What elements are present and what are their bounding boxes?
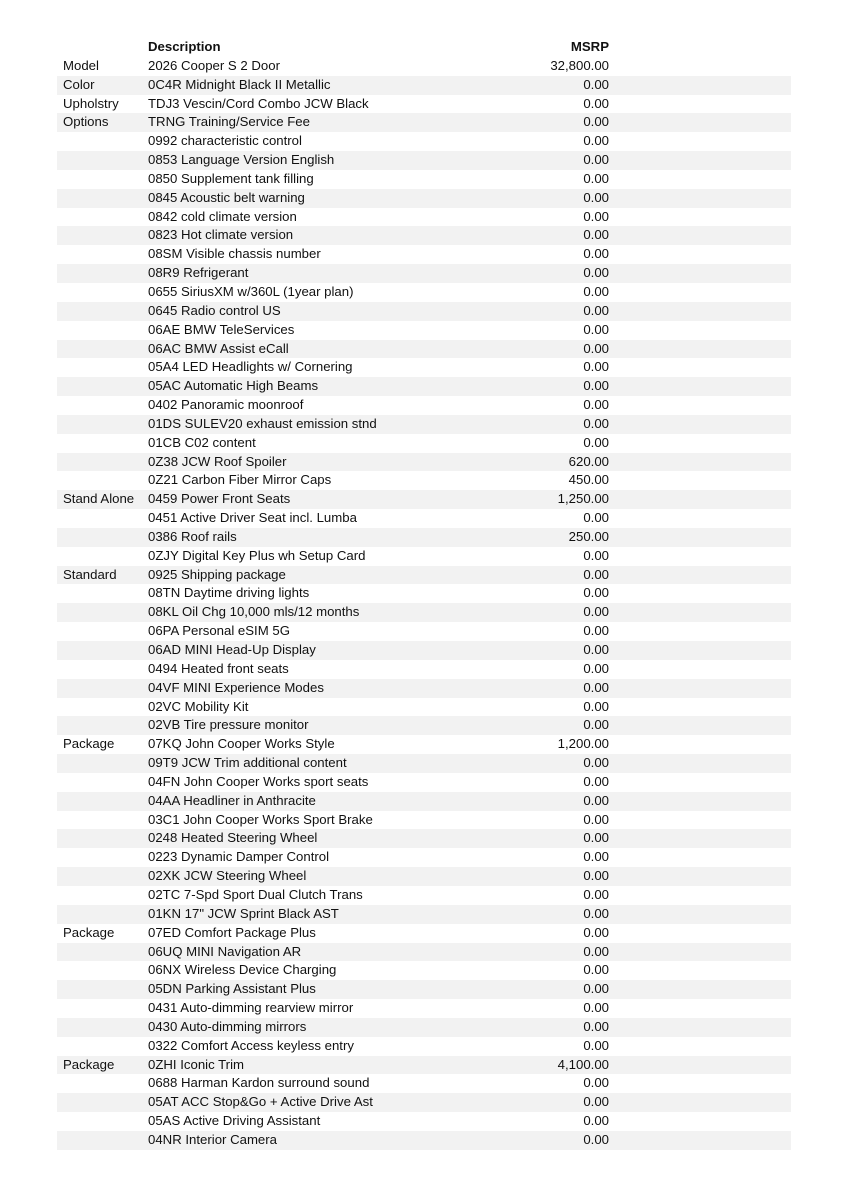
msrp-cell: 32,800.00 (550, 57, 609, 73)
description-cell: 06AE BMW TeleServices (148, 321, 295, 337)
table-row (57, 528, 791, 547)
description-cell: 0223 Dynamic Damper Control (148, 849, 330, 865)
description-cell: 0430 Auto-dimming mirrors (148, 1018, 307, 1034)
description-cell: 08R9 Refrigerant (148, 265, 249, 281)
table-row (57, 208, 791, 227)
table-row (57, 490, 791, 509)
msrp-cell: 0.00 (583, 283, 609, 299)
msrp-cell: 0.00 (583, 773, 609, 789)
table-row (57, 679, 791, 698)
description-cell: TRNG Training/Service Fee (148, 114, 310, 130)
msrp-cell: 0.00 (583, 905, 609, 921)
table-row (57, 641, 791, 660)
description-cell: 2026 Cooper S 2 Door (148, 57, 280, 73)
table-row (57, 415, 791, 434)
description-cell: 02XK JCW Steering Wheel (148, 868, 307, 884)
msrp-cell: 0.00 (583, 1000, 609, 1016)
msrp-cell: 0.00 (583, 321, 609, 337)
msrp-cell: 0.00 (583, 981, 609, 997)
description-cell: 06NX Wireless Device Charging (148, 962, 337, 978)
category-cell: Package (63, 924, 115, 940)
table-row (57, 848, 791, 867)
description-cell: 0248 Heated Steering Wheel (148, 830, 318, 846)
category-cell: Standard (63, 566, 117, 582)
table-row (57, 264, 791, 283)
msrp-cell: 0.00 (583, 642, 609, 657)
msrp-cell: 0.00 (583, 302, 609, 318)
table-row (57, 961, 791, 980)
msrp-cell: 0.00 (583, 717, 609, 733)
msrp-cell: 0.00 (583, 623, 609, 639)
table-row (57, 396, 791, 415)
table-row (57, 170, 791, 189)
category-cell: Stand Alone (63, 491, 135, 507)
msrp-column-header: MSRP (570, 39, 609, 54)
description-cell: 04AA Headliner in Anthracite (148, 792, 316, 808)
msrp-cell: 0.00 (583, 943, 609, 959)
description-cell: 05AC Automatic High Beams (148, 378, 319, 394)
description-cell: 0645 Radio control US (148, 302, 281, 318)
description-cell: 08KL Oil Chg 10,000 mls/12 months (148, 604, 360, 620)
description-cell: 0850 Supplement tank filling (148, 170, 314, 186)
table-row (57, 1093, 791, 1112)
table-row (57, 151, 791, 170)
table-row (57, 603, 791, 622)
table-row (57, 566, 791, 585)
table-row (57, 754, 791, 773)
description-cell: 0C4R Midnight Black II Metallic (148, 76, 331, 92)
msrp-cell: 0.00 (583, 679, 609, 695)
table-body (57, 57, 791, 1150)
category-cell: Options (63, 114, 109, 130)
msrp-cell: 0.00 (583, 246, 609, 262)
table-row (57, 1074, 791, 1093)
description-cell: 05AT ACC Stop&Go + Active Drive Ast (148, 1094, 373, 1110)
description-cell: 0688 Harman Kardon surround sound (148, 1075, 370, 1091)
msrp-cell: 0.00 (583, 547, 609, 563)
msrp-cell: 1,250.00 (557, 491, 609, 507)
msrp-cell: 0.00 (583, 585, 609, 601)
msrp-cell: 0.00 (583, 1113, 609, 1129)
table-row (57, 716, 791, 735)
category-cell: Upholstry (63, 95, 119, 111)
table-row (57, 792, 791, 811)
description-cell: 04VF MINI Experience Modes (148, 679, 324, 695)
description-cell: 04FN John Cooper Works sport seats (148, 773, 369, 789)
table-row (57, 1056, 791, 1075)
msrp-cell: 0.00 (583, 265, 609, 281)
msrp-cell: 0.00 (583, 849, 609, 865)
description-cell: 0322 Comfort Access keyless entry (148, 1037, 354, 1053)
table-row (57, 226, 791, 245)
msrp-cell: 0.00 (583, 227, 609, 243)
table-row (57, 547, 791, 566)
description-cell: 0Z38 JCW Roof Spoiler (148, 453, 287, 469)
description-cell: 0451 Active Driver Seat incl. Lumba (148, 510, 357, 526)
msrp-cell: 0.00 (583, 1037, 609, 1053)
msrp-cell: 0.00 (583, 755, 609, 771)
description-cell: 08TN Daytime driving lights (148, 585, 310, 601)
category-cell: Package (63, 736, 115, 752)
msrp-cell: 0.00 (583, 76, 609, 92)
msrp-cell: 0.00 (583, 397, 609, 413)
msrp-cell: 0.00 (583, 1094, 609, 1110)
description-cell: 0459 Power Front Seats (148, 491, 291, 507)
msrp-cell: 0.00 (583, 1131, 609, 1147)
table-row (57, 283, 791, 302)
table-row (57, 302, 791, 321)
category-cell: Package (63, 1056, 115, 1072)
table-header (57, 38, 791, 57)
msrp-cell: 0.00 (583, 1018, 609, 1034)
description-cell: 04NR Interior Camera (148, 1131, 277, 1147)
table-row (57, 1037, 791, 1056)
description-cell: 0925 Shipping package (148, 566, 286, 582)
description-cell: 03C1 John Cooper Works Sport Brake (148, 811, 373, 827)
msrp-cell: 0.00 (583, 792, 609, 808)
description-cell: 0402 Panoramic moonroof (148, 397, 304, 413)
msrp-cell: 0.00 (583, 359, 609, 375)
description-cell: 0842 cold climate version (148, 208, 297, 224)
msrp-cell: 0.00 (583, 208, 609, 224)
table-row (57, 377, 791, 396)
description-cell: 05DN Parking Assistant Plus (148, 981, 316, 997)
table-row (57, 698, 791, 717)
category-cell: Model (63, 57, 99, 73)
description-cell: 05AS Active Driving Assistant (148, 1113, 321, 1129)
table-row (57, 924, 791, 943)
table-row (57, 57, 791, 76)
table-row (57, 980, 791, 999)
table-row (57, 999, 791, 1018)
description-cell: 06PA Personal eSIM 5G (148, 623, 290, 639)
description-cell: 0823 Hot climate version (148, 227, 294, 243)
description-cell: 0494 Heated front seats (148, 660, 289, 676)
msrp-cell: 0.00 (583, 962, 609, 978)
msrp-cell: 0.00 (583, 604, 609, 620)
table-row (57, 76, 791, 95)
msrp-cell: 0.00 (583, 510, 609, 526)
table-row (57, 245, 791, 264)
description-cell: 01DS SULEV20 exhaust emission stnd (148, 415, 377, 431)
msrp-cell: 1,200.00 (557, 736, 609, 752)
msrp-cell: 0.00 (583, 114, 609, 130)
description-cell: 06AD MINI Head-Up Display (148, 642, 316, 657)
msrp-cell: 0.00 (583, 811, 609, 827)
table-row (57, 829, 791, 848)
description-cell: 08SM Visible chassis number (148, 246, 321, 262)
description-cell: 07KQ John Cooper Works Style (148, 736, 335, 752)
table-row (57, 340, 791, 359)
msrp-cell: 0.00 (583, 434, 609, 450)
msrp-cell: 0.00 (583, 698, 609, 714)
description-cell: 0853 Language Version English (148, 152, 335, 168)
table-row (57, 943, 791, 962)
msrp-cell: 0.00 (583, 133, 609, 149)
table-row (57, 471, 791, 490)
description-cell: 02TC 7-Spd Sport Dual Clutch Trans (148, 886, 363, 902)
table-row (57, 622, 791, 641)
table-row (57, 321, 791, 340)
msrp-cell: 0.00 (583, 415, 609, 431)
table-row (57, 509, 791, 528)
msrp-cell: 0.00 (583, 660, 609, 676)
description-cell: 09T9 JCW Trim additional content (148, 755, 347, 771)
description-column-header: Description (148, 39, 221, 54)
table-row (57, 1112, 791, 1131)
table-row (57, 773, 791, 792)
table-row (57, 584, 791, 603)
table-row (57, 132, 791, 151)
table-row (57, 886, 791, 905)
description-cell: 07ED Comfort Package Plus (148, 924, 316, 940)
description-cell: 0ZHI Iconic Trim (148, 1056, 244, 1072)
description-cell: 06UQ MINI Navigation AR (148, 943, 302, 959)
description-cell: 02VC Mobility Kit (148, 698, 249, 714)
msrp-cell: 0.00 (583, 170, 609, 186)
table-row (57, 189, 791, 208)
table-row (57, 453, 791, 472)
msrp-cell: 0.00 (583, 830, 609, 846)
msrp-cell: 250.00 (568, 528, 609, 544)
description-cell: 0431 Auto-dimming rearview mirror (148, 1000, 354, 1016)
description-cell: 05A4 LED Headlights w/ Cornering (148, 359, 353, 375)
table-row (57, 867, 791, 886)
description-cell: 0Z21 Carbon Fiber Mirror Caps (148, 472, 332, 488)
table-row (57, 113, 791, 132)
description-cell: 0386 Roof rails (148, 528, 237, 544)
msrp-cell: 0.00 (583, 868, 609, 884)
msrp-cell: 0.00 (583, 189, 609, 205)
msrp-cell: 450.00 (568, 472, 609, 488)
msrp-cell: 620.00 (568, 453, 609, 469)
description-cell: 0655 SiriusXM w/360L (1year plan) (148, 283, 354, 299)
table-row (57, 905, 791, 924)
description-cell: 0845 Acoustic belt warning (148, 189, 305, 205)
msrp-cell: 0.00 (583, 152, 609, 168)
table-row (57, 1018, 791, 1037)
description-cell: 02VB Tire pressure monitor (148, 717, 309, 733)
msrp-cell: 0.00 (583, 1075, 609, 1091)
msrp-cell: 0.00 (583, 340, 609, 356)
msrp-cell: 0.00 (583, 566, 609, 582)
category-cell: Color (63, 76, 95, 92)
msrp-cell: 0.00 (583, 95, 609, 111)
description-cell: 0992 characteristic control (148, 133, 302, 149)
table-row (57, 95, 791, 114)
msrp-cell: 0.00 (583, 378, 609, 394)
table-row (57, 735, 791, 754)
msrp-cell: 4,100.00 (557, 1056, 609, 1072)
table-row (57, 1131, 791, 1150)
description-cell: 01KN 17" JCW Sprint Black AST (148, 905, 339, 921)
description-cell: 06AC BMW Assist eCall (148, 340, 289, 356)
table-row (57, 811, 791, 830)
description-cell: TDJ3 Vescin/Cord Combo JCW Black (148, 95, 369, 111)
description-cell: 0ZJY Digital Key Plus wh Setup Card (148, 547, 366, 563)
table-row (57, 660, 791, 679)
table-row (57, 434, 791, 453)
msrp-cell: 0.00 (583, 886, 609, 902)
msrp-cell: 0.00 (583, 924, 609, 940)
msrp-sheet (57, 38, 791, 1150)
description-cell: 01CB C02 content (148, 434, 256, 450)
table-row (57, 358, 791, 377)
